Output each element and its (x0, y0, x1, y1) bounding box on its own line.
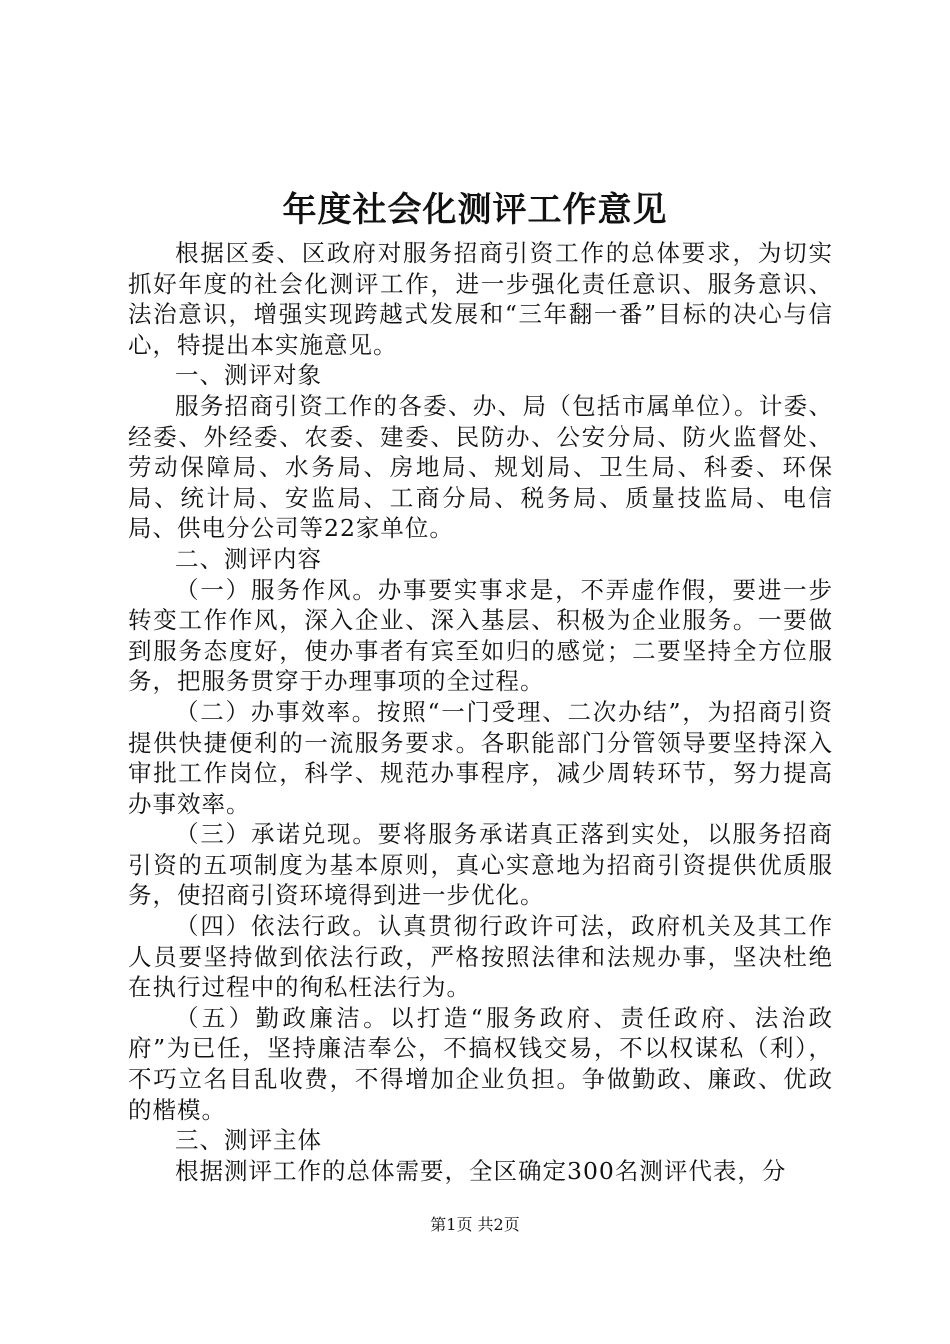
body-paragraph: （一）服务作风。办事要实事求是，不弄虚作假，要进一步转变工作作风，深入企业、深入基层、积极为企业服务。一要做到服务态度好，使办事者有宾至如归的感觉；二要坚持全方位服务，把服务贯穿于办理事项的全过程。 (128, 575, 833, 696)
body-paragraph: （二）办事效率。按照“一门受理、二次办结”，为招商引资提供快捷便利的一流服务要求。各职能部门分管领导要坚持深入审批工作岗位，科学、规范办事程序，减少周转环节，努力提高办事效率。 (128, 697, 833, 818)
document-title: 年度社会化测评工作意见 (282, 190, 668, 230)
body-paragraph: 根据测评工作的总体需要，全区确定300名测评代表，分 (175, 1156, 787, 1185)
body-paragraph: （四）依法行政。认真贯彻行政许可法，政府机关及其工作人员要坚持做到依法行政，严格按照法律和法规办事，坚决杜绝在执行过程中的徇私枉法行为。 (128, 912, 833, 1002)
page-footer: 第1页 共2页 (430, 1215, 520, 1234)
body-paragraph: 服务招商引资工作的各委、办、局（包括市属单位）。计委、经委、外经委、农委、建委、民防办、公安分局、防火监督处、劳动保障局、水务局、房地局、规划局、卫生局、科委、环保局、统计局、安监局、工商分局、税务局、质量技监局、电信局、供电分公司等22家单位。 (128, 391, 833, 543)
document-body (128, 238, 833, 1186)
section-heading: 二、测评内容 (175, 544, 322, 573)
body-paragraph: （三）承诺兑现。要将服务承诺真正落到实处，以服务招商引资的五项制度为基本原则，真心实意地为招商引资提供优质服务，使招商引资环境得到进一步优化。 (128, 820, 833, 910)
body-paragraph: 根据区委、区政府对服务招商引资工作的总体要求，为切实抓好年度的社会化测评工作，进一步强化责任意识、服务意识、法治意识，增强实现跨越式发展和“三年翻一番”目标的决心与信心，特提出本实施意见。 (128, 239, 833, 359)
body-paragraph: （五）勤政廉洁。以打造“服务政府、责任政府、法治政府”为已任，坚持廉洁奉公，不搞权钱交易，不以权谋私（利），不巧立名目乱收费，不得增加企业负担。争做勤政、廉政、优政的楷模。 (128, 1003, 833, 1124)
section-heading: 三、测评主体 (175, 1126, 322, 1155)
section-heading: 一、测评对象 (175, 361, 322, 390)
